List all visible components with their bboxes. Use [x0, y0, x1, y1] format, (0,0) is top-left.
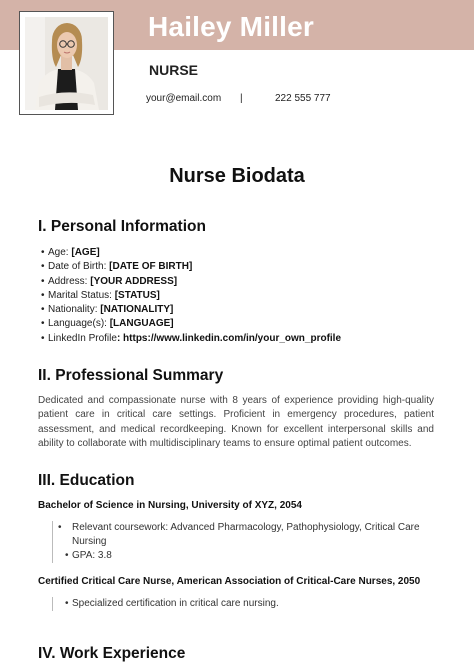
item-text: Specialized certification in critical care nursing.: [72, 598, 279, 609]
list-item: • Age: [AGE]: [41, 247, 100, 258]
personal-info-heading: I. Personal Information: [38, 218, 206, 235]
linkedin-url: : https://www.linkedin.com/in/your_own_profile: [116, 332, 342, 344]
list-item: • Date of Birth: [DATE OF BIRTH]: [41, 261, 193, 273]
summary-heading: II. Professional Summary: [38, 367, 224, 384]
item-value: [YOUR ADDRESS]: [90, 275, 178, 287]
personal-info-list: [41, 246, 341, 346]
email-text: your@email.com: [146, 93, 222, 104]
work-experience-heading: IV. Work Experience: [38, 645, 186, 662]
item-label: Date of Birth:: [48, 261, 110, 273]
list-item: • Relevant coursework: Advanced Pharmacology, Pathophysiology, Critical Care Nursing: [58, 522, 420, 547]
education-entry-details: [52, 597, 432, 611]
item-label: Address:: [48, 275, 91, 287]
list-item: • Marital Status: [STATUS]: [41, 289, 160, 301]
item-value: [LANGUAGE]: [109, 318, 174, 330]
contact-separator: |: [240, 93, 243, 104]
candidate-name: Hailey Miller: [148, 11, 315, 42]
item-value: [STATUS]: [114, 289, 160, 301]
phone-text: 222 555 777: [275, 93, 331, 104]
list-item: • Address: [YOUR ADDRESS]: [41, 275, 178, 287]
profile-photo: [25, 17, 108, 110]
document-title: Nurse Biodata: [169, 165, 305, 187]
item-label: Age:: [48, 247, 72, 258]
profile-photo-frame: [19, 11, 114, 115]
item-label: Marital Status:: [48, 289, 115, 301]
item-text: GPA: 3.8: [72, 550, 112, 561]
list-item: • Language(s): [LANGUAGE]: [41, 318, 174, 330]
education-heading: III. Education: [38, 472, 135, 489]
list-item: • LinkedIn Profile: https://www.linkedin.com/in/your_own_profile: [41, 332, 342, 344]
item-label: Language(s):: [48, 318, 110, 330]
item-value: [NATIONALITY]: [100, 304, 174, 316]
portrait-illustration: [25, 17, 108, 110]
job-title: NURSE: [149, 62, 199, 78]
education-entry-title: Certified Critical Care Nurse, American Association of Critical-Care Nurses, 2050: [38, 576, 421, 587]
item-text: Relevant coursework: Advanced Pharmacology, Pathophysiology, Critical Care Nursing: [72, 522, 420, 547]
education-entry-details: [52, 521, 432, 563]
item-value: [AGE]: [71, 247, 100, 258]
list-item: • GPA: 3.8: [65, 550, 112, 561]
item-label: Nationality:: [48, 304, 101, 316]
education-entry-title: Bachelor of Science in Nursing, University of XYZ, 2054: [38, 500, 302, 511]
item-value: [DATE OF BIRTH]: [109, 261, 193, 273]
item-label: LinkedIn Profile: [48, 332, 117, 344]
list-item: • Nationality: [NATIONALITY]: [41, 304, 174, 316]
list-item: • Specialized certification in critical care nursing.: [65, 598, 279, 609]
summary-paragraph: Dedicated and compassionate nurse with 8 years of experience providing high-quality patient care in critical care settings. Proficient in emergency procedures, patient assessment, and medical recordkeeping. Known for excellent interpersonal skills and ability to collaborate with multidisciplinary teams to ensure optimal patient outcomes.: [38, 395, 434, 450]
